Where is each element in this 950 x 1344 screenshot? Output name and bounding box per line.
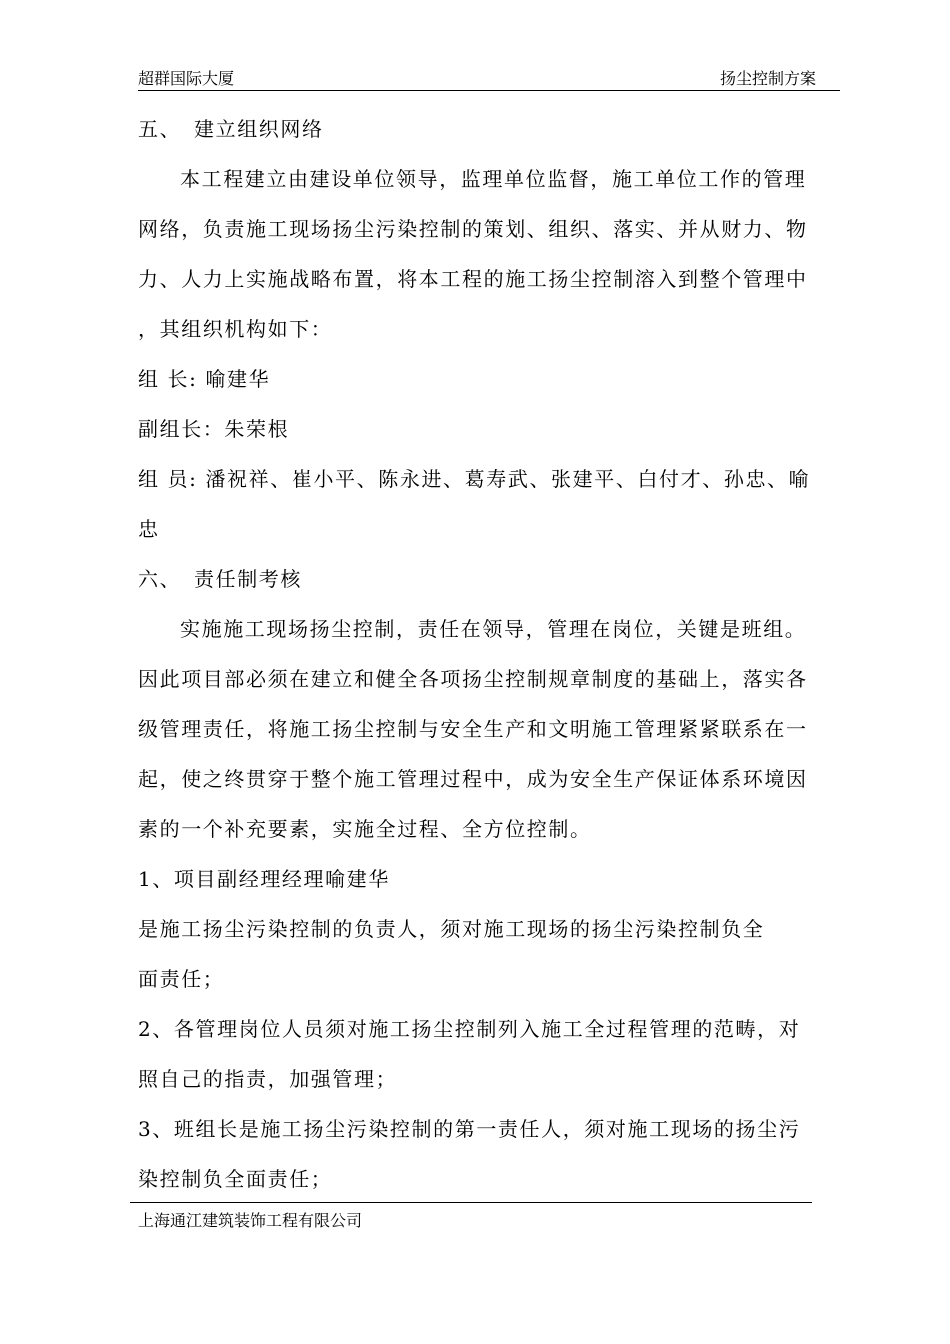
section-5-title: 建立组织网络 [194,117,324,141]
section-5-paragraph-line: 力、人力上实施战略布置，将本工程的施工扬尘控制溶入到整个管理中 [138,267,808,291]
section-5-paragraph-line: ，其组织机构如下： [138,317,333,341]
group-leader: 组 长: 喻建华 [138,367,271,391]
section-6-paragraph-line: 素的一个补充要素，实施全过程、全方位控制。 [138,817,592,841]
responsibility-item-2-body: 照自己的指责，加强管理； [138,1067,398,1091]
section-6-paragraph-line: 实施施工现场扬尘控制，责任在领导，管理在岗位，关键是班组。 [180,617,807,641]
responsibility-item-3-heading: 3、班组长是施工扬尘污染控制的第一责任人，须对施工现场的扬尘污 [138,1117,801,1141]
header-project-name: 超群国际大厦 [138,69,235,88]
section-6-paragraph-line: 因此项目部必须在建立和健全各项扬尘控制规章制度的基础上，落实各 [138,667,808,691]
group-members-continued: 忠 [138,517,160,541]
group-deputy: 副组长：朱荣根 [138,417,290,441]
section-6-heading [138,554,848,604]
header-doc-title: 扬尘控制方案 [719,69,816,88]
responsibility-item-1-body: 面责任； [138,967,225,991]
section-6-title: 责任制考核 [194,567,302,591]
footer-company-name: 上海通江建筑装饰工程有限公司 [138,1211,363,1230]
section-5-number: 五、 [138,117,182,141]
section-5-paragraph-line: 本工程建立由建设单位领导，监理单位监督，施工单位工作的管理 [180,167,807,191]
responsibility-item-2-heading: 2、各管理岗位人员须对施工扬尘控制列入施工全过程管理的范畴，对 [138,1017,801,1041]
responsibility-item-3-body: 染控制负全面责任； [138,1167,333,1191]
header-divider [138,90,840,91]
footer-divider [130,1202,812,1203]
document-body [138,104,848,1204]
group-members: 组 员: 潘祝祥、崔小平、陈永进、葛寿武、张建平、白付才、孙忠、喻 [138,467,811,491]
section-5-paragraph-line: 网络，负责施工现场扬尘污染控制的策划、组织、落实、并从财力、物 [138,217,808,241]
section-6-paragraph-line: 级管理责任，将施工扬尘控制与安全生产和文明施工管理紧紧联系在一 [138,717,808,741]
section-6-number: 六、 [138,567,182,591]
section-5-heading [138,104,848,154]
responsibility-item-1-heading: 1、项目副经理经理喻建华 [138,867,390,891]
responsibility-item-1-body: 是施工扬尘污染控制的负责人，须对施工现场的扬尘污染控制负全 [138,917,765,941]
section-6-paragraph-line: 起，使之终贯穿于整个施工管理过程中，成为安全生产保证体系环境因 [138,767,808,791]
